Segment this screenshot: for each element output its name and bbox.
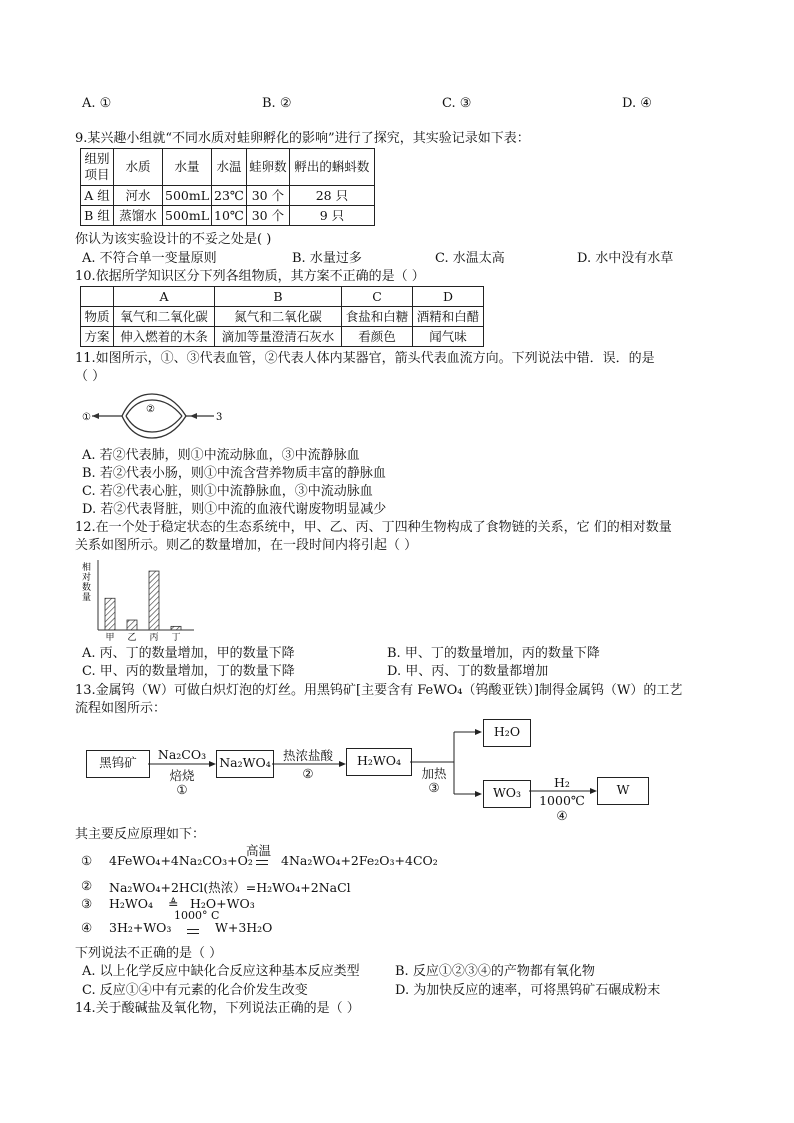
q12-stem-2: 关系如图所示。则乙的数量增加，在一段时间内将引起（ ）	[75, 538, 418, 553]
q10-header	[81, 287, 114, 307]
flow-box-w: W	[597, 777, 649, 805]
q10-cell: 滴加等量澄清石灰水	[215, 327, 342, 347]
q12-ylabel-text: 相对数量	[82, 563, 92, 603]
q12-bar-0	[105, 598, 115, 630]
q13-question: 下列说法不正确的是（ ）	[75, 946, 223, 961]
flow-arrow-1-num: ①	[176, 782, 188, 797]
q14-stem: 14.关于酸碱盐及氧化物，下列说法正确的是（ ）	[75, 1001, 360, 1016]
q12-bar-1	[127, 620, 137, 630]
flow-arrow-4-top: H₂	[554, 775, 570, 790]
q9-header-a: 组别	[84, 151, 110, 166]
q8-option-a[interactable]: A. ①	[82, 96, 112, 111]
q9-col: 水温	[212, 149, 247, 186]
q9-cell: 23℃	[212, 186, 247, 206]
q11-option-c[interactable]: C. 若②代表心脏，则①中流静脉血，③中流动脉血	[82, 484, 373, 499]
q12-option-a[interactable]: A. 丙、丁的数量增加，甲的数量下降	[82, 646, 295, 661]
q11-paren: （ ）	[75, 369, 106, 384]
q11-label-3: 3	[216, 412, 223, 423]
q12-option-b[interactable]: B. 甲、丁的数量增加，丙的数量下降	[387, 646, 600, 661]
q8-option-b[interactable]: B. ②	[262, 96, 292, 111]
q10-cell: 看颜色	[342, 327, 413, 347]
q12-category-label: 甲	[105, 633, 115, 642]
q10-cell: 方案	[81, 327, 114, 347]
q10-header: B	[215, 287, 342, 307]
q9-option-b[interactable]: B. 水量过多	[292, 251, 362, 266]
q9-cell: 蒸馏水	[114, 206, 163, 226]
reaction-1-left: 4FeWO₄+4Na₂CO₃+O₂	[109, 853, 253, 868]
flow-arrow-2-num: ②	[302, 766, 314, 781]
q10-stem: 10.依据所学知识区分下列各组物质，其方案不正确的是（ ）	[75, 269, 425, 284]
reaction-3-cond: ≜	[168, 896, 179, 911]
reaction-4-left: 3H₂+WO₃	[109, 920, 172, 935]
flow-arrow-3-num: ③	[428, 780, 440, 795]
q13-option-b[interactable]: B. 反应①②③④的产物都有氧化物	[395, 964, 595, 979]
q12-option-d[interactable]: D. 甲、丙、丁的数量都增加	[387, 664, 549, 679]
flow-arrow-1-bottom: 焙烧	[169, 768, 195, 783]
flow-box-na2wo4: Na₂WO₄	[216, 750, 274, 778]
q9-option-d[interactable]: D. 水中没有水草	[577, 251, 674, 266]
q9-option-a[interactable]: A. 不符合单一变量原则	[82, 251, 217, 266]
flow-box-h2wo4: H₂WO₄	[346, 748, 412, 776]
q8-option-c[interactable]: C. ③	[442, 96, 472, 111]
q10-cell: 酒精和白醋	[413, 307, 484, 327]
q9-table	[80, 148, 375, 226]
flow-arrow-3-label: 加热	[421, 766, 447, 781]
q9-col: 孵出的蝌蚪数	[289, 149, 374, 186]
reaction-4-right: W+3H₂O	[215, 920, 273, 935]
q9-option-c[interactable]: C. 水温太高	[435, 251, 505, 266]
q13-option-c[interactable]: C. 反应①④中有元素的化合价发生改变	[82, 983, 308, 998]
q10-header: C	[342, 287, 413, 307]
q13-stem-1: 13.金属钨（W）可做白炽灯泡的灯丝。用黑钨矿[主要含有 FeWO₄（钨酸亚铁）]制得金属钨（W）的工艺	[75, 683, 683, 698]
q9-col: 蛙卵数	[246, 149, 289, 186]
q11-option-d[interactable]: D. 若②代表肾脏，则①中流的血液代谢废物明显减少	[82, 502, 387, 517]
q9-cell: 河水	[114, 186, 163, 206]
q12-stem-1: 12.在一个处于稳定状态的生态系统中，甲、乙、丙、丁四种生物构成了食物链的关系，它 们的相对数量	[75, 520, 672, 535]
flow-arrow-1-top: Na₂CO₃	[157, 747, 207, 762]
q9-header-b: 项目	[84, 167, 110, 182]
flow-arrow-4-bottom: 1000℃	[539, 793, 585, 808]
flow-arrow-2-top: 热浓盐酸	[282, 748, 333, 763]
q8-option-d[interactable]: D. ④	[622, 96, 652, 111]
reaction-3-left: H₂WO₄	[109, 896, 154, 911]
reaction-2-num: ②	[81, 878, 93, 893]
q11-option-b[interactable]: B. 若②代表小肠，则①中流含营养物质丰富的静脉血	[82, 466, 386, 481]
reaction-4-bar-2	[187, 933, 199, 934]
flow-box-ore: 黑钨矿	[86, 750, 150, 778]
q9-row-group: A 组	[81, 186, 114, 206]
reaction-1-bar-2	[256, 864, 268, 865]
q10-header: D	[413, 287, 484, 307]
q11-label-2: ②	[146, 404, 155, 415]
q10-cell: 食盐和白糖	[342, 307, 413, 327]
flow-box-h2o: H₂O	[483, 719, 531, 747]
q9-cell: 500mL	[163, 186, 212, 206]
q13-option-d[interactable]: D. 为加快反应的速率，可将黑钨矿石碾成粉末	[395, 983, 661, 998]
q9-cell: 10℃	[212, 206, 247, 226]
reaction-3-right: H₂O+WO₃	[190, 896, 255, 911]
q12-bar-2	[149, 571, 159, 630]
reaction-1-right: 4Na₂WO₄+2Fe₂O₃+4CO₂	[281, 853, 438, 868]
q12-ylabel	[82, 561, 91, 603]
q12-category-label: 丙	[149, 633, 159, 642]
q11-option-a[interactable]: A. 若②代表肺，则①中流动脉血，③中流静脉血	[82, 448, 360, 463]
q9-cell: 9 只	[289, 206, 374, 226]
q13-option-a[interactable]: A. 以上化学反应中缺化合反应这种基本反应类型	[82, 964, 360, 979]
q12-bar-3	[171, 626, 181, 630]
q9-col: 水量	[163, 149, 212, 186]
q9-cell: 500mL	[163, 206, 212, 226]
reaction-1-cond: 高温	[246, 843, 272, 858]
reaction-1-num: ①	[81, 853, 93, 868]
q12-option-c[interactable]: C. 甲、丙的数量增加，丁的数量下降	[82, 664, 295, 679]
reaction-2-text: Na₂WO₄+2HCl(热浓）=H₂WO₄+2NaCl	[109, 880, 351, 895]
q10-table	[80, 286, 484, 347]
q10-cell: 氧气和二氧化碳	[114, 307, 215, 327]
q12-category-label: 丁	[171, 633, 181, 642]
reaction-4-bar	[187, 929, 199, 930]
q11-stem: 11.如图所示，①、③代表血管，②代表人体内某器官，箭头代表血流方向。下列说法中错．误．的是	[75, 351, 655, 366]
q9-cell: 30 个	[246, 206, 289, 226]
q9-row-group: B 组	[81, 206, 114, 226]
q9-stem: 9.某兴趣小组就“不同水质对蛙卵孵化的影响”进行了探究，其实验记录如下表：	[75, 131, 530, 146]
q13-stem-2: 流程如图所示：	[75, 701, 167, 716]
q10-cell: 闻气味	[413, 327, 484, 347]
reaction-4-num: ④	[81, 920, 93, 935]
q9-question: 你认为该实验设计的不妥之处是( )	[75, 232, 272, 247]
q11-arrow-left-icon	[92, 413, 99, 419]
reaction-3-num: ③	[81, 896, 93, 911]
q11-arrow-right-icon	[190, 413, 197, 419]
q12-category-label: 乙	[127, 633, 137, 642]
q9-header-cell	[81, 149, 114, 186]
q9-cell: 28 只	[289, 186, 374, 206]
q10-cell: 伸入燃着的木条	[114, 327, 215, 347]
q9-cell: 30 个	[246, 186, 289, 206]
q12-bar-chart	[78, 558, 198, 642]
reaction-1-bar	[256, 860, 268, 861]
q10-header: A	[114, 287, 215, 307]
q13-principle-title: 其主要反应原理如下：	[75, 827, 206, 842]
q11-vessel-bottom-outer	[122, 416, 186, 438]
q10-cell: 氮气和二氧化碳	[215, 307, 342, 327]
flow-box-wo3: WO₃	[483, 780, 531, 808]
q11-label-1: ①	[82, 412, 91, 423]
q11-vessel-diagram	[80, 390, 230, 442]
q9-col: 水质	[114, 149, 163, 186]
reaction-4-cond: 1000° C	[174, 909, 220, 922]
q10-cell: 物质	[81, 307, 114, 327]
flow-arrow-4-num: ④	[556, 808, 568, 823]
